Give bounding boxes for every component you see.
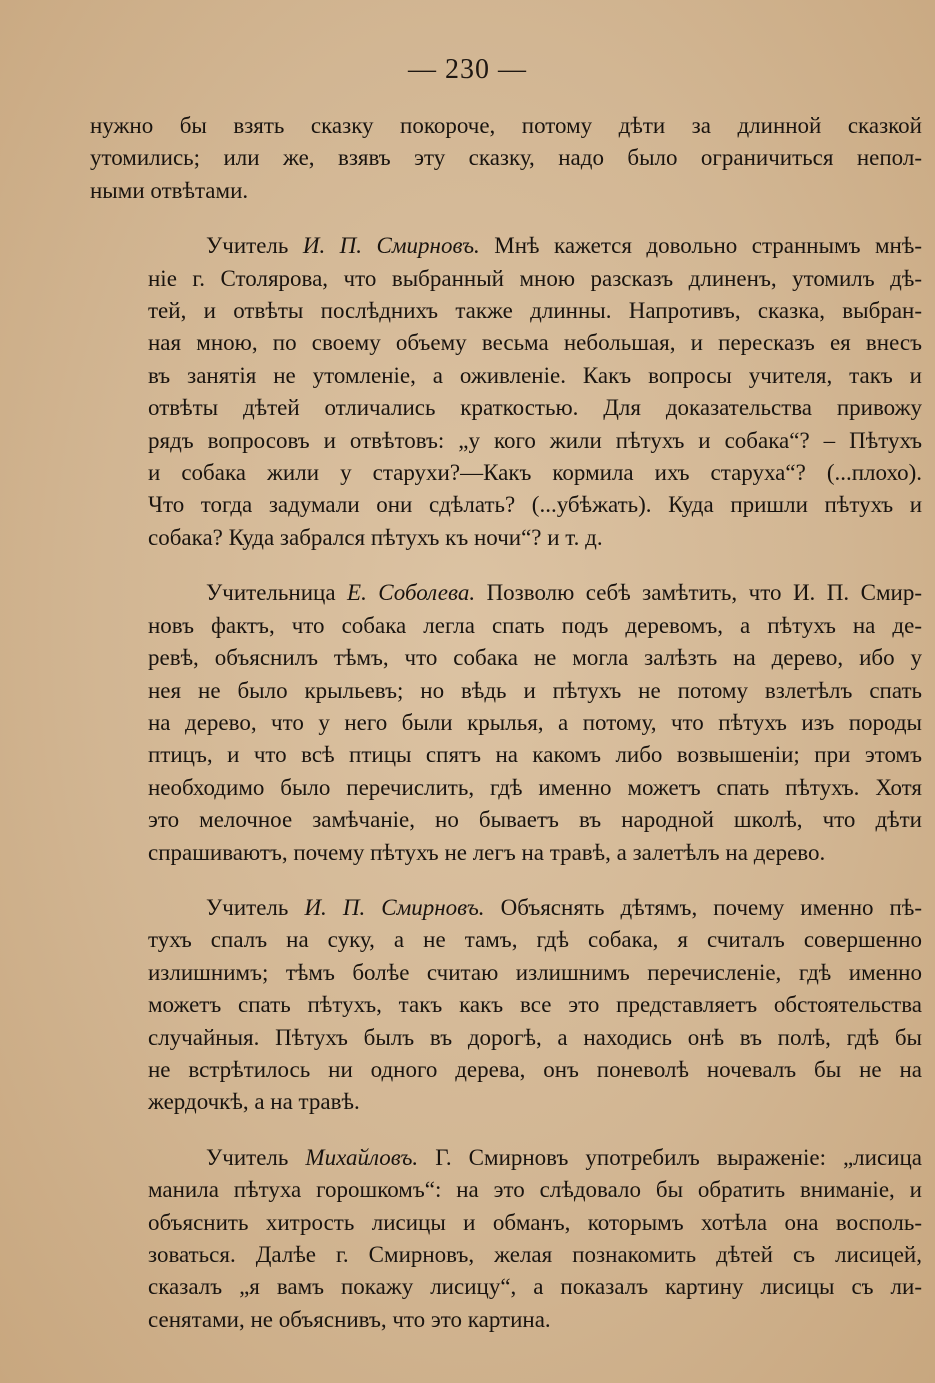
- text-line: жердочкѣ, а на травѣ.: [148, 1089, 360, 1115]
- paragraph-5: [90, 1142, 922, 1336]
- text-line: манила пѣтуха горошкомъ“: на это слѣдовало бы обратить вниманіе, и: [148, 1177, 922, 1203]
- speaker-name: И. П. Смирновъ.: [302, 233, 480, 259]
- speaker-prefix: Учитель: [206, 233, 303, 259]
- text-line: на дерево, что у него были крылья, а потому, что пѣтухъ изъ породы: [148, 709, 922, 735]
- speaker-prefix: Учительница: [206, 580, 348, 606]
- text-line: въ занятія не утомленіе, а оживленіе. Какъ вопросы учителя, такъ и: [148, 362, 922, 388]
- paragraph-1: [90, 110, 922, 207]
- text-line: рядъ вопросовъ и отвѣтовъ: „у кого жили пѣтухъ и собака“? – Пѣтухъ: [148, 427, 922, 453]
- text-line: сенятами, не объяснивъ, что это картина.: [148, 1306, 551, 1332]
- text-line: ніе г. Столярова, что выбранный мною разсказъ длиненъ, утомилъ дѣ-: [148, 265, 922, 291]
- text-line: спрашиваютъ, почему пѣтухъ не легъ на травѣ, а залетѣлъ на дерево.: [148, 839, 826, 865]
- text-line-remainder: Г. Смирновъ употребилъ выраженіе: „лисица: [418, 1144, 923, 1170]
- text-line: [90, 577, 922, 609]
- text-line: собака? Куда забрался пѣтухъ къ ночи“? и т. д.: [148, 524, 603, 550]
- page-number: — 230 —: [408, 54, 527, 85]
- speaker-prefix: Учитель: [206, 894, 305, 920]
- paragraph-4: [90, 892, 922, 1119]
- text-line: нужно бы взять сказку покороче, потому дѣти за длинной сказкой: [90, 113, 922, 138]
- text-line: [90, 1142, 922, 1174]
- text-line: необходимо было перечислить, гдѣ именно можетъ спать пѣтухъ. Хотя: [148, 774, 922, 800]
- page-text: [90, 110, 922, 1359]
- text-line: нея не было крыльевъ; но вѣдь и пѣтухъ не потому взлетѣлъ спать: [148, 677, 922, 703]
- text-line: утомились; или же, взявъ эту сказку, надо было ограничиться непол-: [90, 145, 922, 171]
- text-line-remainder: Мнѣ кажется довольно страннымъ мнѣ-: [479, 233, 922, 259]
- paragraph-3: [90, 577, 922, 869]
- speaker-name: Е. Соболева.: [347, 580, 476, 606]
- text-line: зоваться. Далѣе г. Смирновъ, желая познакомить дѣтей съ лисицей,: [148, 1242, 922, 1267]
- text-line: сказалъ „я вамъ покажу лисицу“, а показалъ картину лисицы съ ли-: [148, 1274, 922, 1300]
- text-line: птицъ, и что всѣ птицы спятъ на какомъ либо возвышеніи; при этомъ: [148, 742, 922, 768]
- text-line: ными отвѣтами.: [90, 177, 249, 203]
- text-line: можетъ спать пѣтухъ, такъ какъ все это представляетъ обстоятельства: [148, 992, 922, 1018]
- text-line: [90, 230, 922, 262]
- text-line: случайныя. Пѣтухъ былъ въ дорогѣ, а находись онѣ въ полѣ, гдѣ бы: [148, 1024, 922, 1050]
- text-line: ная мною, по своему объему весьма небольшая, и пересказъ ея внесъ: [148, 330, 922, 356]
- text-line: не встрѣтилось ни одного дерева, онъ поневолѣ ночевалъ бы не на: [148, 1056, 922, 1082]
- text-line-remainder: Объяснять дѣтямъ, почему именно пѣ-: [484, 894, 922, 920]
- text-line: Что тогда задумали они сдѣлать? (...убѣжать). Куда пришли пѣтухъ и: [148, 492, 922, 518]
- speaker-name: Михайловъ.: [305, 1144, 419, 1170]
- text-line: излишнимъ; тѣмъ болѣе считаю излишнимъ перечисленіе, гдѣ именно: [148, 959, 922, 985]
- text-line: объяснить хитрость лисицы и обманъ, которымъ хотѣла она восполь-: [148, 1209, 922, 1235]
- text-line: ревѣ, объяснилъ тѣмъ, что собака не могла залѣзть на дерево, ибо у: [148, 645, 922, 671]
- text-line: и собака жили у старухи?—Какъ кормила ихъ старуха“? (...плохо).: [148, 460, 922, 486]
- text-line: тей, и отвѣты послѣднихъ также длинны. Напротивъ, сказка, выбран-: [148, 298, 922, 324]
- text-line: тухъ спалъ на суку, а не тамъ, гдѣ собака, я считалъ совершенно: [148, 927, 922, 953]
- text-line-remainder: Позволю себѣ замѣтить, что И. П. Смир-: [475, 580, 922, 606]
- text-line: отвѣты дѣтей отличались краткостью. Для доказательства привожу: [148, 395, 922, 421]
- speaker-name: И. П. Смирновъ.: [304, 894, 485, 920]
- text-line: новъ фактъ, что собака легла спать подъ деревомъ, а пѣтухъ на де-: [148, 612, 922, 638]
- speaker-prefix: Учитель: [206, 1144, 306, 1170]
- paragraph-2: [90, 230, 922, 554]
- text-line: [90, 892, 922, 924]
- text-line: это мелочное замѣчаніе, но бываетъ въ народной школѣ, что дѣти: [148, 807, 922, 833]
